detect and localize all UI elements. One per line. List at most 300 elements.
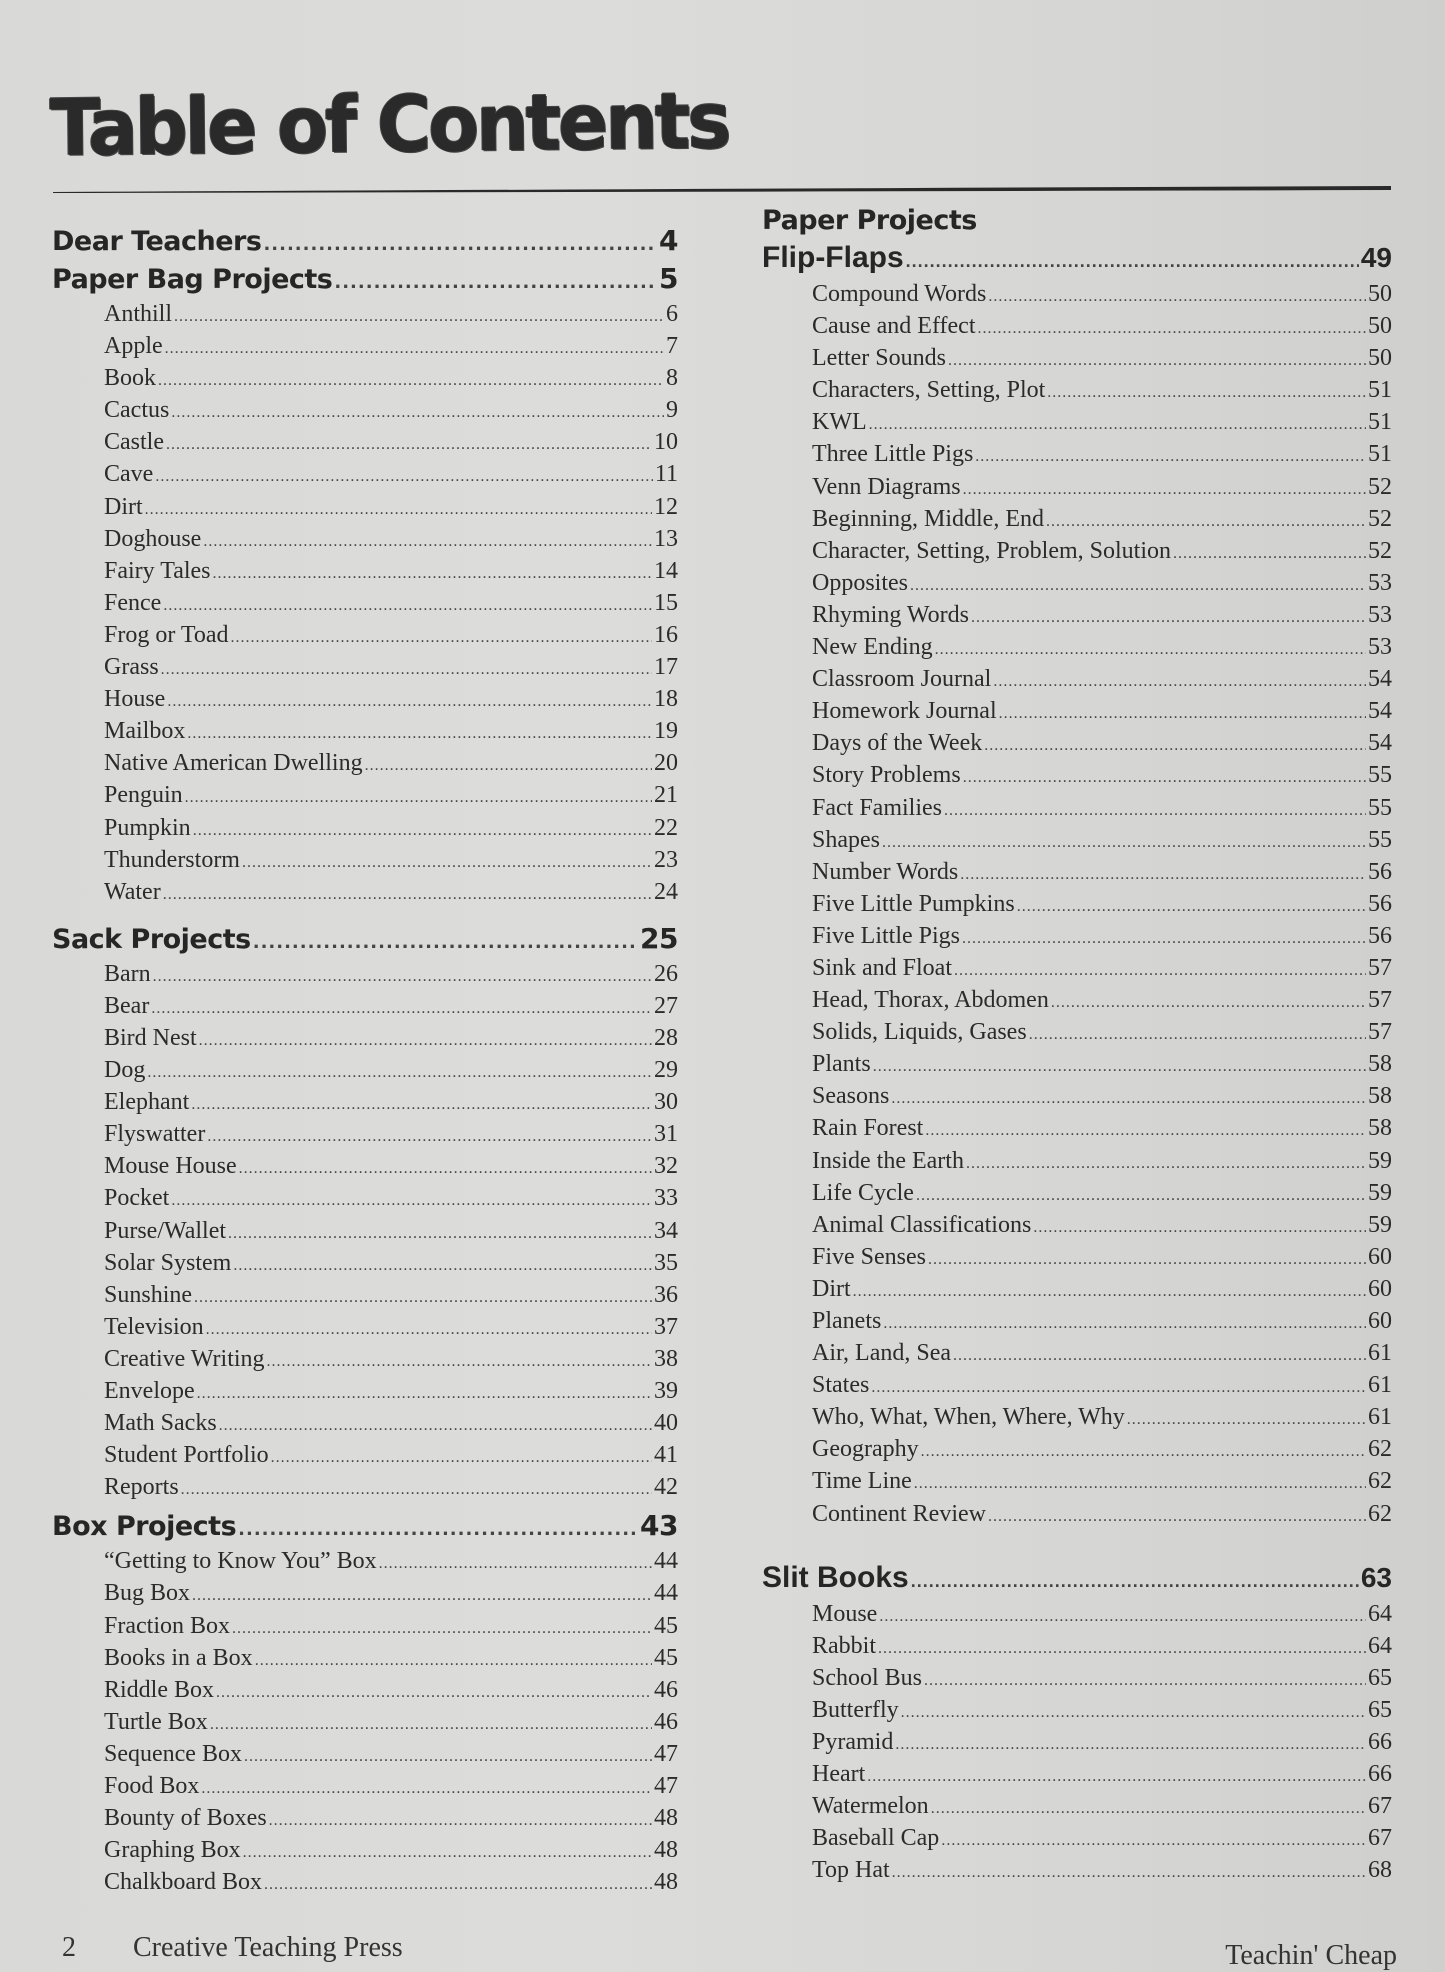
toc-entry[interactable] <box>52 876 678 908</box>
entry-label: Bounty of Boxes <box>104 1805 267 1832</box>
toc-entry[interactable] <box>762 856 1392 888</box>
toc-entry[interactable] <box>762 1177 1392 1209</box>
entry-page-number: 33 <box>654 1185 678 1212</box>
toc-entry[interactable] <box>762 695 1392 727</box>
entry-label: Flip-Flaps <box>762 241 904 274</box>
toc-entry[interactable] <box>52 1706 678 1738</box>
toc-entry[interactable] <box>52 990 678 1022</box>
toc-entry[interactable] <box>762 759 1392 791</box>
page-number: 2 <box>62 1932 76 1963</box>
dot-leader <box>263 226 657 260</box>
toc-entry[interactable] <box>762 374 1392 406</box>
toc-entry[interactable] <box>762 1726 1392 1758</box>
entry-label: Food Box <box>104 1773 200 1800</box>
entry-label: Number Words <box>812 858 959 885</box>
entry-page-number: 25 <box>640 921 678 955</box>
toc-entry[interactable] <box>762 1337 1392 1369</box>
toc-entry[interactable] <box>762 1401 1392 1433</box>
entry-label: Characters, Setting, Plot <box>812 377 1046 404</box>
toc-entry[interactable] <box>52 1343 678 1375</box>
section-heading[interactable] <box>52 1507 678 1545</box>
entry-page-number: 53 <box>1368 601 1392 628</box>
toc-entry[interactable] <box>52 1834 678 1866</box>
dot-leader <box>988 281 1366 310</box>
section-heading[interactable] <box>52 222 678 260</box>
entry-page-number: 29 <box>654 1057 678 1084</box>
dot-leader <box>244 1741 652 1770</box>
entry-page-number: 56 <box>1368 922 1392 949</box>
entry-page-number: 54 <box>1368 698 1392 725</box>
dot-leader <box>255 1645 652 1674</box>
toc-entry[interactable] <box>762 1016 1392 1048</box>
toc-entry[interactable] <box>52 1215 678 1247</box>
entry-label: Baseball Cap <box>812 1825 940 1852</box>
dot-leader <box>243 1837 652 1866</box>
entry-label: Head, Thorax, Abdomen <box>812 987 1049 1014</box>
toc-entry[interactable] <box>762 1209 1392 1241</box>
toc-entry[interactable] <box>762 920 1392 952</box>
entry-page-number: 52 <box>1368 537 1392 564</box>
entry-label: Five Little Pigs <box>812 922 961 949</box>
dot-leader <box>895 1729 1366 1758</box>
entry-page-number: 21 <box>654 782 678 809</box>
toc-entry[interactable] <box>52 1118 678 1150</box>
entry-page-number: 61 <box>1368 1340 1392 1367</box>
toc-entry[interactable] <box>52 747 678 779</box>
entry-page-number: 58 <box>1368 1083 1392 1110</box>
dot-leader <box>891 1083 1366 1112</box>
entry-label: Solids, Liquids, Gases <box>812 1019 1027 1046</box>
dot-leader <box>1033 1212 1366 1241</box>
entry-page-number: 10 <box>654 429 678 456</box>
toc-entry[interactable] <box>762 1498 1392 1530</box>
entry-label: Mouse House <box>104 1153 237 1180</box>
toc-entry[interactable] <box>52 1022 678 1054</box>
entry-page-number: 59 <box>1368 1147 1392 1174</box>
dot-leader <box>203 526 652 555</box>
toc-entry[interactable] <box>762 567 1392 599</box>
dot-leader <box>924 1665 1366 1694</box>
toc-entry[interactable] <box>52 1407 678 1439</box>
toc-entry[interactable] <box>762 406 1392 438</box>
dot-leader <box>242 847 652 876</box>
entry-page-number: 51 <box>1368 441 1392 468</box>
toc-entry[interactable] <box>52 1150 678 1182</box>
entry-page-number: 20 <box>654 750 678 777</box>
entry-page-number: 15 <box>654 589 678 616</box>
entry-label: Creative Writing <box>104 1345 265 1372</box>
toc-entry[interactable] <box>762 1433 1392 1465</box>
dot-leader <box>925 1115 1366 1144</box>
entry-page-number: 19 <box>654 718 678 745</box>
toc-entry[interactable] <box>762 1662 1392 1694</box>
dot-leader <box>916 1180 1366 1209</box>
dot-leader <box>901 1697 1366 1726</box>
entry-page-number: 57 <box>1368 954 1392 981</box>
entry-label: Geography <box>812 1436 919 1463</box>
dot-leader <box>853 1276 1366 1305</box>
section-spacer <box>762 1530 1392 1558</box>
dot-leader <box>334 264 657 298</box>
toc-entry[interactable] <box>52 555 678 587</box>
toc-entry[interactable] <box>762 727 1392 759</box>
dot-leader <box>365 750 652 779</box>
toc-entry[interactable] <box>762 471 1392 503</box>
toc-entry[interactable] <box>762 631 1392 663</box>
section-heading[interactable] <box>762 238 1392 278</box>
entry-page-number: 23 <box>654 846 678 873</box>
section-spacer <box>52 908 678 920</box>
toc-entry[interactable] <box>52 1610 678 1642</box>
entry-page-number: 11 <box>654 461 678 488</box>
dot-leader <box>892 1857 1366 1886</box>
entry-label: Inside the Earth <box>812 1147 964 1174</box>
dot-leader <box>166 429 652 458</box>
entry-page-number: 31 <box>654 1121 678 1148</box>
entry-label: Heart <box>812 1761 866 1788</box>
toc-entry[interactable] <box>52 1375 678 1407</box>
dot-leader <box>210 1709 652 1738</box>
group-heading: Paper Projects <box>762 205 977 236</box>
entry-page-number: 43 <box>640 1509 678 1543</box>
entry-page-number: 68 <box>1368 1857 1392 1884</box>
dot-leader <box>963 474 1366 503</box>
dot-leader <box>239 1153 652 1182</box>
dot-leader <box>267 1346 652 1375</box>
entry-label: Thunderstorm <box>104 846 240 873</box>
toc-entry[interactable] <box>762 1630 1392 1662</box>
entry-page-number: 51 <box>1368 409 1392 436</box>
dot-leader <box>948 345 1366 374</box>
footer-left <box>62 1932 403 1964</box>
toc-entry[interactable] <box>52 1674 678 1706</box>
toc-entry[interactable] <box>762 663 1392 695</box>
toc-entry[interactable] <box>52 491 678 523</box>
section-heading[interactable] <box>762 1558 1392 1598</box>
entry-label: Books in a Box <box>104 1644 253 1671</box>
dot-leader <box>194 1282 652 1311</box>
entry-page-number: 16 <box>654 621 678 648</box>
dot-leader <box>379 1548 652 1577</box>
entry-label: School Bus <box>812 1664 923 1691</box>
toc-entry[interactable] <box>52 1577 678 1609</box>
dot-leader <box>201 1773 652 1802</box>
entry-page-number: 30 <box>654 1089 678 1116</box>
entry-page-number: 62 <box>1368 1500 1392 1527</box>
entry-page-number: 42 <box>654 1474 678 1501</box>
entry-label: New Ending <box>812 634 933 661</box>
dot-leader <box>873 1051 1366 1080</box>
entry-label: Cause and Effect <box>812 313 976 340</box>
dot-leader <box>975 441 1366 470</box>
toc-entry[interactable] <box>762 438 1392 470</box>
entry-label: Bug Box <box>104 1580 191 1607</box>
entry-page-number: 55 <box>1368 794 1392 821</box>
entry-label: Homework Journal <box>812 698 997 725</box>
toc-entry[interactable] <box>52 394 678 426</box>
toc-entry[interactable] <box>762 1369 1392 1401</box>
toc-entry[interactable] <box>762 952 1392 984</box>
dot-leader <box>206 1314 652 1343</box>
entry-label: Pocket <box>104 1185 170 1212</box>
entry-label: Seasons <box>812 1083 890 1110</box>
entry-page-number: 34 <box>654 1217 678 1244</box>
entry-label: Slit Books <box>762 1560 909 1594</box>
entry-label: Three Little Pigs <box>812 441 974 468</box>
toc-entry[interactable] <box>762 984 1392 1016</box>
toc-entry[interactable] <box>52 1738 678 1770</box>
entry-label: Top Hat <box>812 1857 890 1884</box>
entry-page-number: 6 <box>666 301 678 327</box>
entry-page-number: 44 <box>654 1580 678 1607</box>
entry-label: Native American Dwelling <box>104 750 363 777</box>
dot-leader <box>185 782 652 811</box>
toc-entry[interactable] <box>762 1822 1392 1854</box>
entry-page-number: 58 <box>1368 1051 1392 1078</box>
toc-entry[interactable] <box>762 1080 1392 1112</box>
toc-entry[interactable] <box>52 1802 678 1834</box>
dot-leader <box>167 686 652 715</box>
entry-page-number: 28 <box>654 1024 678 1051</box>
entry-label: Continent Review <box>812 1500 986 1527</box>
entry-label: Fraction Box <box>104 1612 230 1639</box>
dot-leader <box>1051 987 1366 1016</box>
dot-leader <box>867 1761 1366 1790</box>
toc-entry[interactable] <box>762 1145 1392 1177</box>
entry-page-number: 55 <box>1368 762 1392 789</box>
toc-entry[interactable] <box>762 1305 1392 1337</box>
toc-entry[interactable] <box>52 1247 678 1279</box>
dot-leader <box>953 1340 1366 1369</box>
toc-entry[interactable] <box>52 1182 678 1214</box>
toc-entry[interactable] <box>52 619 678 651</box>
entry-label: Student Portfolio <box>104 1442 269 1469</box>
entry-label: Pyramid <box>812 1729 894 1756</box>
toc-entry[interactable] <box>52 362 678 394</box>
entry-label: Graphing Box <box>104 1837 241 1864</box>
dot-leader <box>269 1805 652 1834</box>
toc-entry[interactable] <box>762 535 1392 567</box>
dot-leader <box>993 666 1366 695</box>
dot-leader <box>971 602 1366 631</box>
toc-entry[interactable] <box>52 1545 678 1577</box>
toc-entry[interactable] <box>762 1758 1392 1790</box>
dot-leader <box>161 654 652 683</box>
toc-entry[interactable] <box>52 683 678 715</box>
entry-label: Shapes <box>812 826 880 853</box>
entry-page-number: 64 <box>1368 1600 1392 1627</box>
entry-page-number: 62 <box>1368 1436 1392 1463</box>
entry-page-number: 12 <box>654 493 678 520</box>
dot-leader <box>163 590 652 619</box>
entry-page-number: 57 <box>1368 987 1392 1014</box>
toc-entry[interactable] <box>762 1241 1392 1273</box>
toc-entry[interactable] <box>762 1273 1392 1305</box>
toc-entry[interactable] <box>52 458 678 490</box>
entry-label: House <box>104 686 166 713</box>
entry-label: Reports <box>104 1474 179 1501</box>
section-heading[interactable] <box>52 260 678 298</box>
toc-entry[interactable] <box>762 888 1392 920</box>
dot-leader <box>264 1869 652 1898</box>
entry-label: Time Line <box>812 1468 912 1495</box>
toc-entry[interactable] <box>762 1790 1392 1822</box>
entry-page-number: 53 <box>1368 569 1392 596</box>
entry-label: Mailbox <box>104 718 186 745</box>
entry-page-number: 59 <box>1368 1211 1392 1238</box>
entry-page-number: 48 <box>654 1837 678 1864</box>
dot-leader <box>1029 1019 1366 1048</box>
toc-entry[interactable] <box>52 715 678 747</box>
publisher-name: Creative Teaching Press <box>133 1932 403 1963</box>
entry-label: Solar System <box>104 1249 232 1276</box>
entry-page-number: 52 <box>1368 505 1392 532</box>
toc-entry[interactable] <box>762 342 1392 374</box>
toc-entry[interactable] <box>762 1048 1392 1080</box>
entry-label: Paper Bag Projects <box>52 264 333 295</box>
toc-entry[interactable] <box>52 779 678 811</box>
entry-label: Venn Diagrams <box>812 473 961 500</box>
dot-leader <box>984 730 1366 759</box>
entry-label: Days of the Week <box>812 730 983 757</box>
dot-leader <box>271 1442 652 1471</box>
toc-entry[interactable] <box>52 1086 678 1118</box>
toc-entry[interactable] <box>762 1694 1392 1726</box>
entry-page-number: 37 <box>654 1313 678 1340</box>
entry-page-number: 54 <box>1368 666 1392 693</box>
entry-label: Anthill <box>104 301 173 327</box>
entry-label: Dear Teachers <box>52 226 262 257</box>
dot-leader <box>988 1501 1366 1530</box>
entry-label: Penguin <box>104 782 183 809</box>
entry-label: Bird Nest <box>104 1024 197 1051</box>
entry-label: Barn <box>104 960 151 987</box>
toc-entry[interactable] <box>762 1112 1392 1144</box>
entry-page-number: 50 <box>1368 281 1392 307</box>
dot-leader <box>878 1633 1366 1662</box>
entry-page-number: 60 <box>1368 1243 1392 1270</box>
entry-page-number: 18 <box>654 686 678 713</box>
entry-page-number: 51 <box>1368 377 1392 404</box>
entry-page-number: 48 <box>654 1805 678 1832</box>
toc-entry[interactable] <box>762 278 1392 310</box>
toc-entry[interactable] <box>52 1439 678 1471</box>
dot-leader <box>181 1474 652 1503</box>
dot-leader <box>869 409 1366 438</box>
toc-entry[interactable] <box>52 1770 678 1802</box>
entry-page-number: 5 <box>659 262 678 295</box>
dot-leader <box>219 1410 652 1439</box>
entry-page-number: 36 <box>654 1281 678 1308</box>
right-column <box>762 204 1392 1887</box>
toc-entry[interactable] <box>762 1598 1392 1630</box>
toc-entry[interactable] <box>52 1279 678 1311</box>
entry-page-number: 53 <box>1368 634 1392 661</box>
dot-leader <box>171 397 664 426</box>
entry-label: Beginning, Middle, End <box>812 505 1044 532</box>
entry-page-number: 50 <box>1368 313 1392 340</box>
entry-label: Television <box>104 1313 204 1340</box>
dot-leader <box>1173 538 1366 567</box>
entry-label: Air, Land, Sea <box>812 1340 951 1367</box>
toc-entry[interactable] <box>52 426 678 458</box>
dot-leader <box>213 558 652 587</box>
dot-leader <box>1127 1404 1366 1433</box>
entry-page-number: 46 <box>654 1708 678 1735</box>
toc-entry[interactable] <box>52 1642 678 1674</box>
entry-label: Planets <box>812 1308 882 1334</box>
toc-entry[interactable] <box>52 844 678 876</box>
toc-entry[interactable] <box>52 1311 678 1343</box>
entry-label: Book <box>104 365 157 392</box>
entry-label: Frog or Toad <box>104 621 229 648</box>
entry-label: Riddle Box <box>104 1676 215 1703</box>
toc-entry[interactable] <box>52 587 678 619</box>
entry-label: Sack Projects <box>52 923 251 955</box>
toc-entry[interactable] <box>762 1854 1392 1886</box>
dot-leader <box>238 1511 638 1545</box>
entry-page-number: 59 <box>1368 1179 1392 1206</box>
page-title: Table of Contents <box>49 76 729 174</box>
dot-leader <box>941 1825 1366 1854</box>
entry-label: Doghouse <box>104 525 202 552</box>
entry-label: Five Little Pumpkins <box>812 890 1015 917</box>
entry-label: Mouse <box>812 1600 878 1627</box>
entry-page-number: 61 <box>1368 1372 1392 1399</box>
entry-page-number: 67 <box>1368 1793 1392 1820</box>
toc-entry[interactable] <box>762 310 1392 342</box>
entry-page-number: 41 <box>654 1442 678 1469</box>
entry-label: Opposites <box>812 569 908 596</box>
entry-page-number: 26 <box>654 960 678 987</box>
entry-page-number: 4 <box>659 224 678 257</box>
entry-page-number: 48 <box>654 1869 678 1896</box>
entry-page-number: 60 <box>1368 1275 1392 1302</box>
entry-label: Castle <box>104 429 164 456</box>
dot-leader <box>978 313 1367 342</box>
toc-entry[interactable] <box>52 812 678 844</box>
entry-page-number: 9 <box>666 397 678 424</box>
toc-entry[interactable] <box>52 330 678 362</box>
entry-page-number: 7 <box>666 333 678 360</box>
entry-label: Story Problems <box>812 762 961 789</box>
toc-entry[interactable] <box>52 1866 678 1898</box>
dot-leader <box>1017 891 1366 920</box>
toc-entry[interactable] <box>52 958 678 990</box>
toc-entry[interactable] <box>762 824 1392 856</box>
entry-label: States <box>812 1372 870 1399</box>
dot-leader <box>147 1057 652 1086</box>
entry-page-number: 67 <box>1368 1825 1392 1852</box>
toc-entry[interactable] <box>52 1054 678 1086</box>
section-heading[interactable] <box>52 920 678 958</box>
entry-label: Box Projects <box>52 1511 237 1543</box>
entry-label: Five Senses <box>812 1243 926 1270</box>
toc-entry[interactable] <box>52 1471 678 1503</box>
entry-label: Dirt <box>104 493 143 520</box>
toc-entry[interactable] <box>52 298 678 330</box>
dot-leader <box>962 923 1366 952</box>
toc-entry[interactable] <box>762 792 1392 824</box>
entry-page-number: 40 <box>654 1410 678 1437</box>
entry-page-number: 60 <box>1368 1308 1392 1334</box>
toc-entry[interactable] <box>762 1465 1392 1497</box>
toc-entry[interactable] <box>52 523 678 555</box>
toc-entry[interactable] <box>762 503 1392 535</box>
toc-entry[interactable] <box>762 599 1392 631</box>
toc-entry[interactable] <box>52 651 678 683</box>
entry-label: Animal Classifications <box>812 1211 1032 1238</box>
